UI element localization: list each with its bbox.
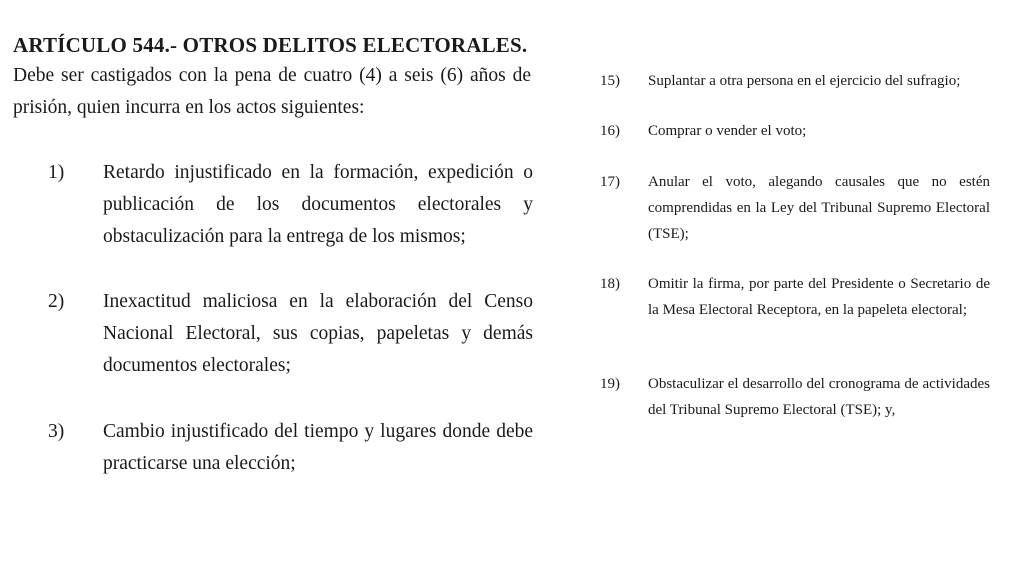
list-item xyxy=(13,416,533,480)
list-item xyxy=(600,271,990,323)
item-number: 2) xyxy=(48,291,65,312)
list-item xyxy=(13,157,533,253)
item-text: Retardo injustificado en la formación, expedición o publicación de los documentos electorales y obstaculización para la entrega de los mismos; xyxy=(103,162,533,247)
item-text: Comprar o vender el voto; xyxy=(648,123,807,139)
list-item xyxy=(600,169,990,247)
item-text: Suplantar a otra persona en el ejercicio del sufragio; xyxy=(648,73,961,89)
item-text: Obstaculizar el desarrollo del cronograma de actividades del Tribunal Supremo Electoral (TSE); y, xyxy=(648,376,990,418)
left-column xyxy=(13,30,533,474)
list-item xyxy=(600,371,990,423)
item-number: 16) xyxy=(600,123,620,139)
item-text: Inexactitud maliciosa en la elaboración del Censo Nacional Electoral, sus copias, papeletas y demás documentos electorales; xyxy=(103,291,533,376)
item-number: 15) xyxy=(600,73,620,89)
list-item xyxy=(600,118,990,144)
item-text: Cambio injustificado del tiempo y lugares donde debe practicarse una elección; xyxy=(103,421,533,474)
item-number: 19) xyxy=(600,376,620,392)
article-title: ARTÍCULO 544.- OTROS DELITOS ELECTORALES. xyxy=(13,33,528,57)
item-number: 18) xyxy=(600,276,620,292)
list-item xyxy=(13,286,533,382)
item-text: Anular el voto, alegando causales que no estén comprendidas en la Ley del Tribunal Supremo Electoral (TSE); xyxy=(648,174,990,242)
list-item xyxy=(600,68,990,94)
article-intro: Debe ser castigados con la pena de cuatro (4) a seis (6) años de prisión, quien incurra en los actos siguientes: xyxy=(13,65,531,118)
item-number: 1) xyxy=(48,162,65,183)
item-text: Omitir la firma, por parte del Presidente o Secretario de la Mesa Electoral Receptora, en la papeleta electoral; xyxy=(648,276,990,318)
item-number: 17) xyxy=(600,174,620,190)
item-number: 3) xyxy=(48,421,65,442)
